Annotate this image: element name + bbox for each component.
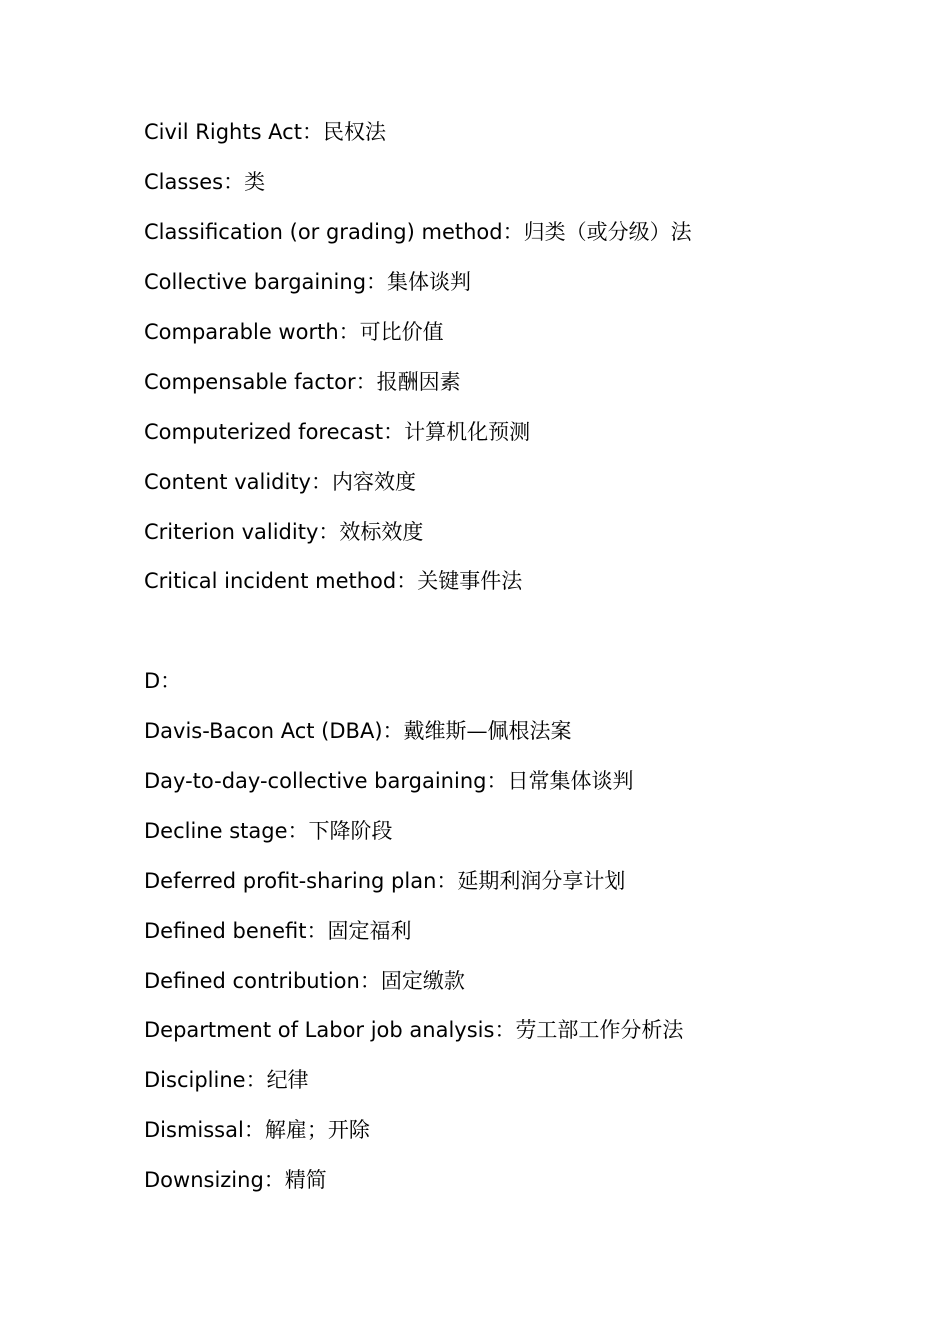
- entry-term: Defined contribution: [144, 968, 360, 993]
- entry-translation: 报酬因素: [376, 369, 461, 394]
- entry-translation: 关键事件法: [417, 569, 523, 594]
- glossary-entry: [144, 208, 904, 258]
- glossary-entry: [144, 806, 904, 856]
- entry-term: Deferred profit-sharing plan: [144, 868, 437, 893]
- entry-term: Collective bargaining: [144, 270, 367, 295]
- entry-term: Classes: [144, 170, 224, 195]
- entry-term: Dismissal: [144, 1118, 244, 1143]
- glossary-entry: [144, 407, 904, 457]
- entry-translation: 固定福利: [327, 918, 412, 943]
- glossary-entry: [144, 906, 904, 956]
- glossary-entry: [144, 1056, 904, 1106]
- entry-separator: ：: [263, 1168, 285, 1193]
- glossary-entry: [144, 757, 904, 807]
- entry-separator: ：: [245, 1068, 267, 1093]
- entry-translation: 集体谈判: [387, 270, 472, 295]
- entry-translation: 民权法: [322, 120, 386, 145]
- entry-translation: 延期利润分享计划: [457, 868, 626, 893]
- entry-translation: 劳工部工作分析法: [515, 1018, 684, 1043]
- entry-translation: 固定缴款: [380, 968, 465, 993]
- entry-translation: 纪律: [266, 1068, 309, 1093]
- entry-separator: ：: [287, 818, 309, 843]
- entry-translation: 可比价值: [359, 320, 444, 344]
- entry-separator: ：: [436, 868, 458, 893]
- entry-separator: ：: [311, 469, 332, 494]
- entry-translation: 内容效度: [332, 469, 416, 494]
- entry-term: Davis-Bacon Act (DBA): [144, 719, 383, 744]
- entry-translation: 下降阶段: [308, 818, 393, 843]
- entry-separator: ：: [382, 719, 404, 744]
- entry-term: Department of Labor job analysis: [144, 1018, 495, 1043]
- document-page: [144, 108, 904, 1206]
- entry-separator: ：: [502, 220, 524, 245]
- entry-separator: ：: [318, 519, 340, 544]
- entry-term: Computerized forecast: [144, 419, 384, 444]
- entry-term: Criterion validity: [144, 519, 319, 544]
- entry-translation: 解雇；开除: [264, 1118, 370, 1143]
- glossary-entry: [144, 1106, 904, 1156]
- entry-separator: ：: [243, 1118, 265, 1143]
- entry-term: Critical incident method: [144, 569, 397, 594]
- entry-translation: 归类（或分级）法: [523, 220, 692, 245]
- glossary-entry: [144, 1156, 904, 1206]
- entry-translation: 计算机化预测: [404, 419, 531, 444]
- entry-separator: ：: [383, 419, 405, 444]
- entry-separator: ：: [301, 120, 323, 145]
- entry-separator: ：: [359, 968, 381, 993]
- entry-separator: ：: [366, 270, 388, 295]
- entry-separator: ：: [338, 320, 360, 344]
- glossary-entry: [144, 108, 904, 158]
- entry-separator: ：: [355, 369, 377, 394]
- entry-term: Content validity: [144, 469, 311, 494]
- entry-translation: 类: [244, 170, 266, 195]
- entry-term: Day-to-day-collective bargaining: [144, 769, 487, 794]
- entry-term: Defined benefit: [144, 918, 307, 943]
- glossary-entry: [144, 707, 904, 757]
- entry-term: Comparable worth: [144, 320, 339, 344]
- glossary-entry: [144, 258, 904, 308]
- section-heading-text: D：: [144, 669, 182, 694]
- glossary-entry: [144, 557, 904, 607]
- glossary-entry: [144, 507, 904, 557]
- glossary-entry: [144, 357, 904, 407]
- blank-line: [144, 607, 904, 657]
- entry-term: Decline stage: [144, 818, 288, 843]
- entry-term: Civil Rights Act: [144, 120, 302, 145]
- glossary-entry: [144, 956, 904, 1006]
- section-heading: [144, 657, 904, 707]
- glossary-entry: [144, 158, 904, 208]
- entry-term: Compensable factor: [144, 369, 356, 394]
- entry-translation: 日常集体谈判: [507, 769, 634, 794]
- entry-separator: ：: [486, 769, 508, 794]
- entry-translation: 效标效度: [339, 519, 424, 544]
- entry-translation: 戴维斯—佩根法案: [403, 719, 572, 744]
- glossary-entry: [144, 856, 904, 906]
- entry-term: Discipline: [144, 1068, 246, 1093]
- entry-translation: 精简: [284, 1168, 327, 1193]
- entry-term: Classification (or grading) method: [144, 220, 503, 245]
- glossary-entry: [144, 457, 904, 507]
- entry-separator: ：: [396, 569, 418, 594]
- entry-separator: ：: [494, 1018, 516, 1043]
- entry-separator: ：: [223, 170, 245, 195]
- entry-separator: ：: [306, 918, 328, 943]
- entry-term: Downsizing: [144, 1168, 264, 1193]
- glossary-entry: [144, 308, 904, 358]
- glossary-entry: [144, 1006, 904, 1056]
